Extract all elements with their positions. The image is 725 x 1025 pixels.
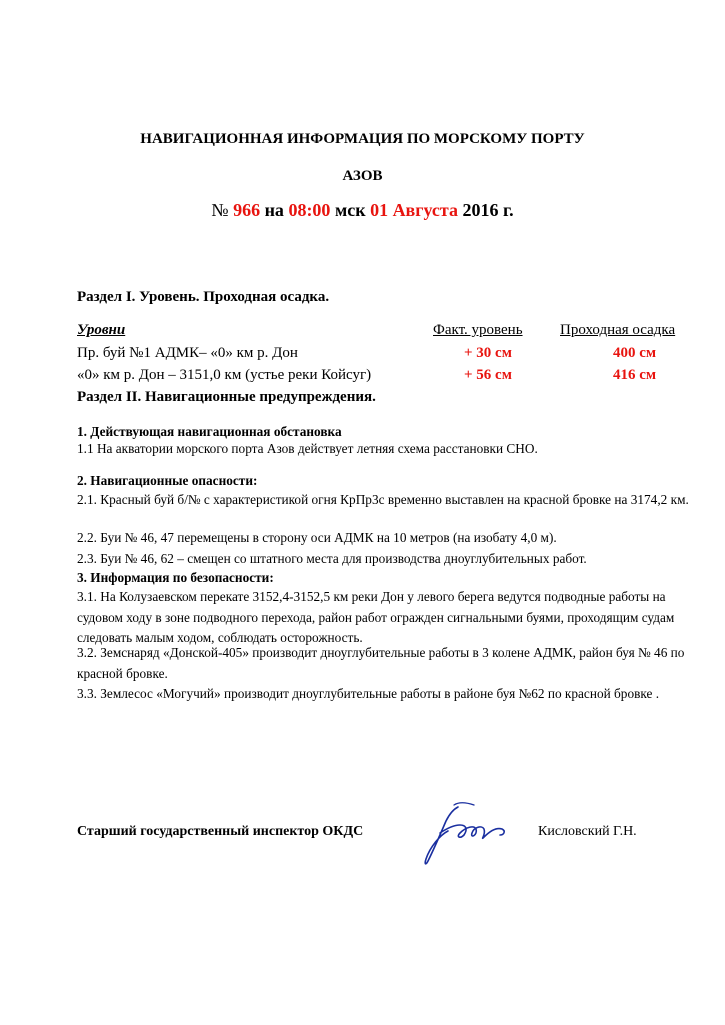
subsection-1-title: 1. Действующая навигационная обстановка	[77, 424, 342, 439]
level-row-2-name: «0» км р. Дон – 3151,0 км (устье реки Койсуг)	[77, 367, 372, 383]
signer-name: Кисловский Г.Н.	[538, 824, 637, 839]
item-3-2: 3.2. Земснаряд «Донской-405» производит дноуглубительные работы в 3 колене АДМК, район буя № 46 по красной бровке.	[77, 645, 685, 681]
at-word: на	[264, 200, 284, 220]
level-row-1-draft: 400 см	[613, 345, 657, 361]
bulletin-date: 01 Августа	[370, 200, 458, 220]
subsection-3-title: 3. Информация по безопасности:	[77, 570, 274, 585]
signer-position: Старший государственный инспектор ОКДС	[77, 824, 364, 839]
item-3-1: 3.1. На Колузаевском перекате 3152,4-3152,5 км реки Дон у левого берега ведутся подводные работы на судовом ходу в зоне подводного перехода, район работ огражден сигнальными буями, проходящим судам следовать малым ходом, соблюдать осторожность.	[77, 589, 675, 645]
item-2-3: 2.3. Буи № 46, 62 – смещен со штатного места для производства дноуглубительных работ.	[77, 551, 587, 566]
level-row-2-draft: 416 см	[613, 367, 657, 383]
section-2-title: Раздел II. Навигационные предупреждения.	[77, 389, 376, 405]
bulletin-year: 2016 г.	[462, 200, 514, 220]
level-row-2-fact: + 56 см	[464, 367, 512, 383]
section-1-title: Раздел I. Уровень. Проходная осадка.	[77, 289, 330, 305]
fact-level-header: Факт. уровень	[433, 322, 523, 338]
levels-header: Уровни	[77, 322, 126, 338]
draft-header: Проходная осадка	[560, 322, 676, 338]
port-name: АЗОВ	[342, 168, 383, 184]
item-2-1: 2.1. Красный буй б/№ с характеристикой огня КрПр3с временно выставлен на красной бровке на 3174,2 км.	[77, 492, 689, 507]
bulletin-number-line	[0, 200, 725, 221]
bulletin-number: 966	[233, 200, 261, 220]
timezone: мск	[334, 200, 366, 220]
handwritten-signature	[410, 795, 520, 875]
level-row-1-fact: + 30 см	[464, 345, 512, 361]
item-2-2: 2.2. Буи № 46, 47 перемещены в сторону оси АДМК на 10 метров (на изобату 4,0 м).	[77, 530, 557, 545]
document-title: НАВИГАЦИОННАЯ ИНФОРМАЦИЯ ПО МОРСКОМУ ПОРТУ	[140, 131, 585, 147]
number-sign: №	[211, 200, 229, 220]
subsection-2-title: 2. Навигационные опасности:	[77, 473, 258, 488]
item-1-1: 1.1 На акватории морского порта Азов действует летняя схема расстановки СНО.	[77, 441, 538, 456]
item-3-3: 3.3. Землесос «Могучий» производит дноуглубительные работы в районе буя №62 по красной бровке .	[77, 686, 660, 701]
bulletin-time: 08:00	[288, 200, 331, 220]
level-row-1-name: Пр. буй №1 АДМК– «0» км р. Дон	[77, 345, 298, 361]
